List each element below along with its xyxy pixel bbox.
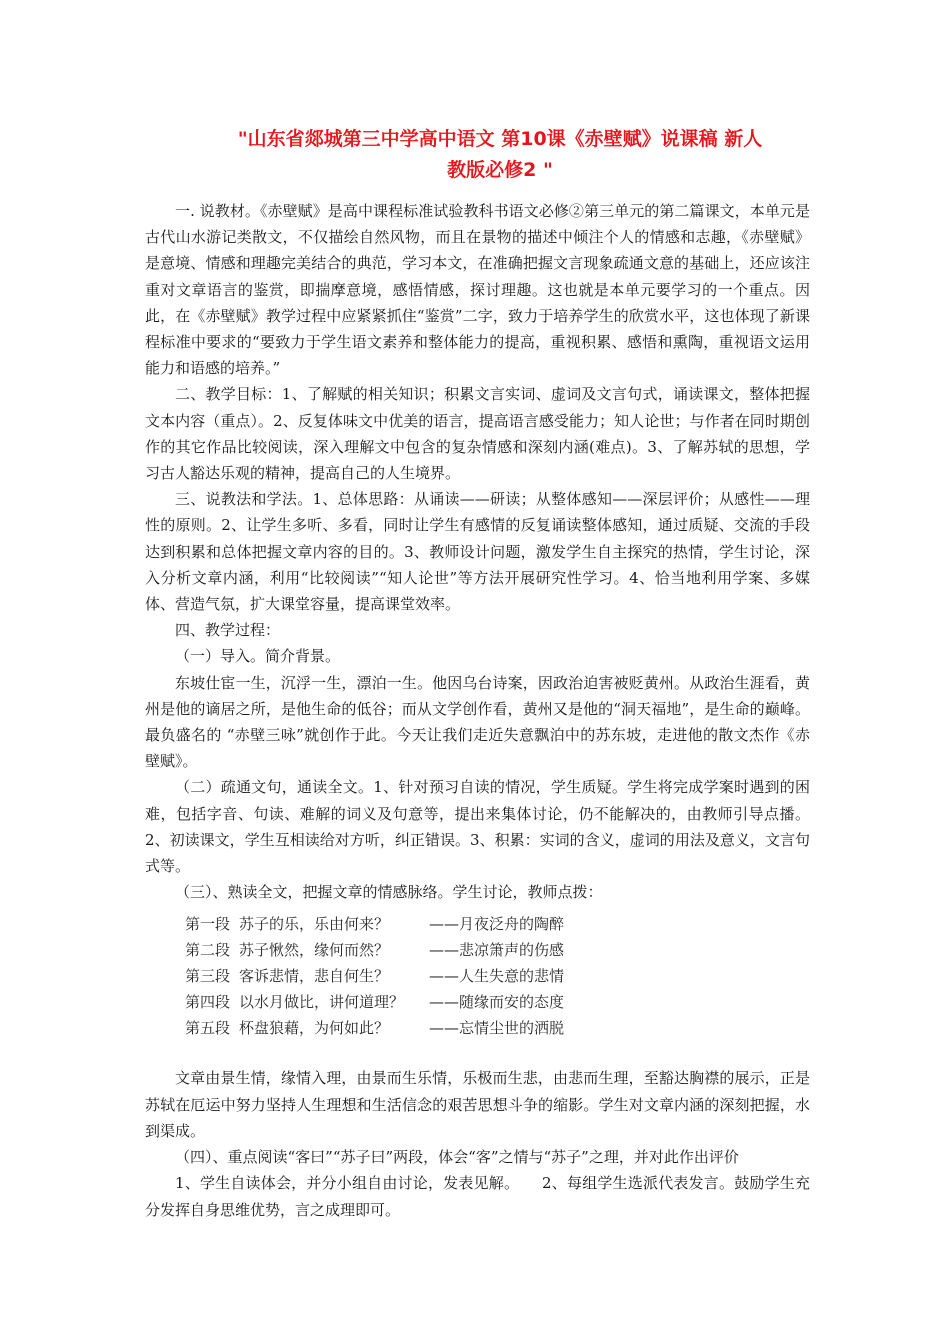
document-title xyxy=(150,124,850,186)
outline-question: 杯盘狼藉，为何如此？ xyxy=(239,1019,390,1038)
outline-answer: ——月夜泛舟的陶醉 xyxy=(429,915,565,934)
paragraph-objectives: 二、教学目标：1、了解赋的相关知识；积累文言实词、虚词及文言句式，诵读课文，整体把握文本内容（重点）。2、反复体味文中优美的语言，提高语言感受能力；知人论世；与作者在同时期创作的其它作品比较阅读，深入理解文中包含的复杂情感和深刻内涵(难点)。3、了解苏轼的思想，学习古人豁达乐观的精神，提高自己的人生境界。 xyxy=(145,385,810,483)
outline-question: 苏子的乐，乐由何来？ xyxy=(239,915,390,934)
emotion-outline xyxy=(185,911,810,1041)
outline-question: 客诉悲情，悲自何生？ xyxy=(239,967,390,986)
paragraph-focus-reading: （四）、重点阅读“客曰”“苏子曰”两段，体会“客”之情与“苏子”之理，并对此作出评价 xyxy=(175,1148,739,1167)
outline-question: 以水月做比，讲何道理？ xyxy=(239,993,405,1012)
outline-segment: 第二段 xyxy=(185,941,231,960)
paragraph-intro-heading: （一）导入。简介背景。 xyxy=(175,647,341,666)
paragraph-process-heading: 四、教学过程： xyxy=(175,621,281,640)
outline-answer: ——人生失意的悲情 xyxy=(429,967,565,986)
outline-segment: 第一段 xyxy=(185,915,231,934)
paragraph-background: 东坡仕宦一生，沉浮一生，漂泊一生。他因乌台诗案，因政治迫害被贬黄州。从政治生涯看，黄州是他的谪居之所，是他生命的低谷；而从文学创作看，黄州又是他的“洞天福地”，是生命的巅峰。最负盛名的 “赤壁三咏”就创作于此。今天让我们走近失意飘泊中的苏东坡，走进他的散文杰作《赤壁赋》。 xyxy=(145,673,810,771)
outline-row xyxy=(185,937,810,963)
paragraph-reading: （二）疏通文句，通读全文。1、针对预习自读的情况，学生质疑。学生将完成学案时遇到的困难，包括字音、句读、难解的词义及句意等，提出来集体讨论，仍不能解决的，由教师引导点播。2、初读课文，学生互相读给对方听，纠正错误。3、积累：实词的含义，虚词的用法及意义，文言句式等。 xyxy=(145,778,810,876)
outline-segment: 第四段 xyxy=(185,993,231,1012)
paragraph-summary: 文章由景生情，缘情入理，由景而生乐情，乐极而生悲，由悲而生理，至豁达胸襟的展示，正是苏轼在厄运中努力坚持人生理想和生活信念的艰苦思想斗争的缩影。学生对文章内涵的深刻把握，水到渠成。 xyxy=(145,1069,810,1140)
paragraph-methods: 三、说教法和学法。1、总体思路：从诵读——研读；从整体感知——深层评价；从感性——理性的原则。2、让学生多听、多看，同时让学生有感情的反复诵读整体感知，通过质疑、交流的手段达到积累和总体把握文章内容的目的。3、教师设计问题，激发学生自主探究的热情，学生讨论，深入分析文章内涵，利用“比较阅读”“知人论世”等方法开展研究性学习。4、恰当地利用学案、多媒体、营造气氛，扩大课堂容量，提高课堂效率。 xyxy=(145,490,810,614)
paragraph-discussion: 1、学生自读体会，并分小组自由讨论，发表见解。 2、每组学生选派代表发言。鼓励学生充分发挥自身思维优势，言之成理即可。 xyxy=(145,1174,810,1219)
outline-row xyxy=(185,1015,810,1041)
outline-segment: 第五段 xyxy=(185,1019,231,1038)
outline-answer: ——忘情尘世的洒脱 xyxy=(429,1019,565,1038)
outline-row xyxy=(185,963,810,989)
paragraph-emotion-heading: （三）、熟读全文，把握文章的情感脉络。学生讨论，教师点拨： xyxy=(175,883,603,902)
outline-answer: ——悲凉箫声的伤感 xyxy=(429,941,565,960)
paragraph-textbook: 一. 说教材。《赤壁赋》是高中课程标准试验教科书语文必修②第三单元的第二篇课文，本单元是古代山水游记类散文，不仅描绘自然风物，而且在景物的描述中倾注个人的情感和志趣，《赤壁赋》是意境、情感和理趣完美结合的典范，学习本文，在准确把握文言现象疏通文意的基础上，还应该注重对文章语言的鉴赏，即揣摩意境，感悟情感，探讨理趣。这也就是本单元要学习的一个重点。因此，在《赤壁赋》教学过程中应紧紧抓住“鉴赏”二字，致力于培养学生的欣赏水平，这也体现了新课程标准中要求的“要致力于学生语文素养和整体能力的提高，重视积累、感悟和熏陶，重视语文运用能力和语感的培养。” xyxy=(145,202,810,378)
outline-question: 苏子愀然，缘何而然？ xyxy=(239,941,390,960)
outline-row xyxy=(185,911,810,937)
outline-answer: ——随缘而安的态度 xyxy=(429,993,565,1012)
title-line-1: "山东省郯城第三中学高中语文 第10课《赤壁赋》说课稿 新人 xyxy=(237,128,763,150)
outline-row xyxy=(185,989,810,1015)
outline-segment: 第三段 xyxy=(185,967,231,986)
document-body xyxy=(145,198,810,1223)
title-line-2: 教版必修2 " xyxy=(447,159,553,181)
